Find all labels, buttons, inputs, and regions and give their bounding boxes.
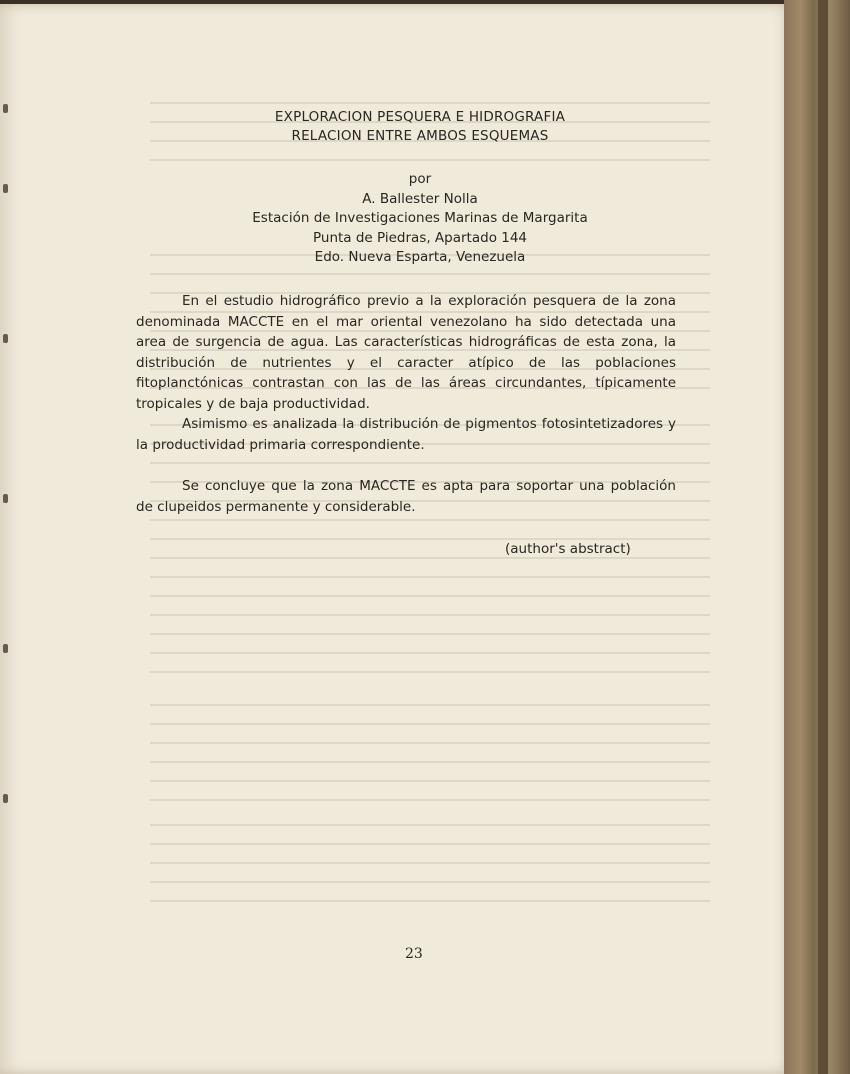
title-line-2: RELACION ENTRE AMBOS ESQUEMAS — [291, 128, 549, 144]
abstract-paragraph-1 — [136, 291, 676, 414]
title-line-1: EXPLORACION PESQUERA E HIDROGRAFIA — [274, 109, 566, 125]
binding-hole — [3, 104, 8, 113]
page-sheet — [0, 4, 790, 1074]
abstract-paragraph-3 — [136, 476, 676, 517]
author-name: A. Ballester Nolla — [362, 190, 478, 207]
paper-title — [150, 108, 690, 146]
paragraph-text: Se concluye que la zona MACCTE es apta para soportar una población de clupeidos permanente y considerable. — [136, 478, 676, 515]
binding-hole — [3, 334, 8, 343]
affiliation: Estación de Investigaciones Marinas de Margarita — [252, 210, 588, 226]
book-binding — [784, 0, 850, 1074]
authors-abstract-label: (author's abstract) — [505, 541, 631, 557]
binding-holes — [3, 4, 13, 1074]
paragraph-text: En el estudio hidrográfico previo a la exploración pesquera de la zona denominada MACCTE en el mar oriental venezolano ha sido detectada una area de surgencia de agua. Las características hidrográficas de esta zona, la distribución de nutrientes y el caracter atípico de las poblaciones fitoplanctónicas contrastan con las de las áreas circundantes, típicamente tropicales y de baja productividad. — [136, 293, 676, 412]
paragraph-text: Asimismo es analizada la distribución de pigmentos fotosintetizadores y la productividad primaria correspondiente. — [136, 416, 676, 453]
address-line-2: Edo. Nueva Esparta, Venezuela — [314, 249, 526, 265]
abstract-paragraph-2 — [136, 414, 676, 455]
binding-hole — [3, 184, 8, 193]
author-block — [150, 170, 690, 268]
binding-hole — [3, 644, 8, 653]
byline-por: por — [408, 171, 432, 187]
binding-stripe — [818, 0, 828, 1074]
address-line-1: Punta de Piedras, Apartado 144 — [312, 229, 528, 246]
page-number: 23 — [405, 946, 423, 962]
binding-hole — [3, 494, 8, 503]
binding-hole — [3, 794, 8, 803]
